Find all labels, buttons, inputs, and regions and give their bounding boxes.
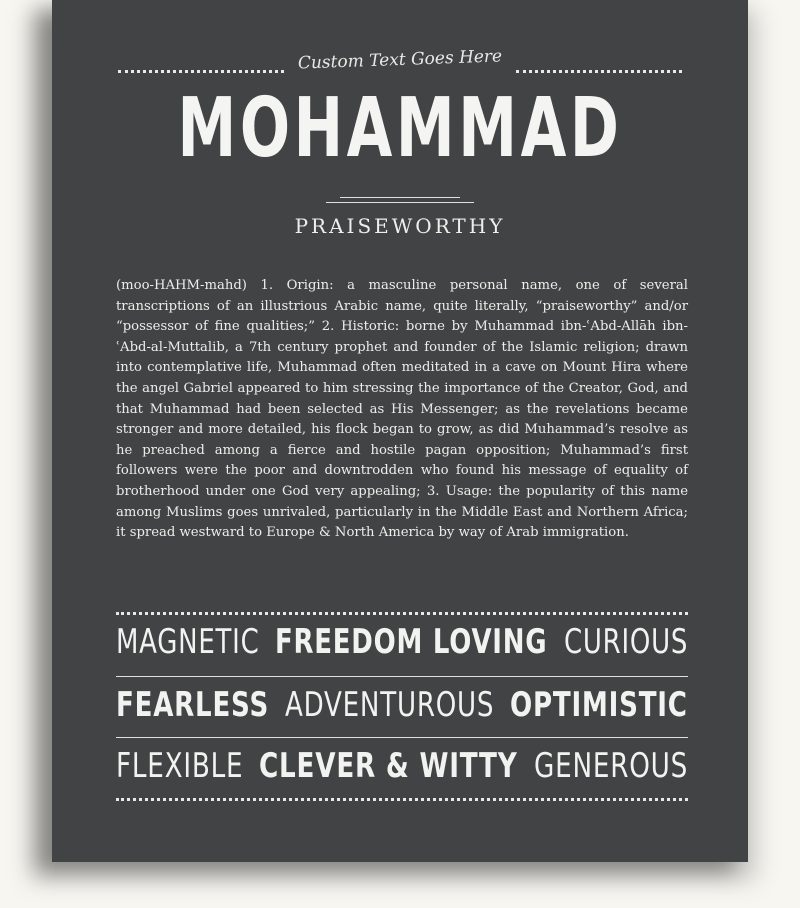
custom-text-caption: Custom Text Goes Here [297,46,503,74]
traits-row-separator-2 [116,737,688,738]
trait-adventurous: ADVENTUROUS [285,685,495,725]
traits-row-2 [116,685,688,729]
trait-optimistic: OPTIMISTIC [510,685,688,725]
traits-row-separator-1 [116,676,688,677]
trait-curious: CURIOUS [563,622,688,662]
trait-flexible: FLEXIBLE [116,746,244,786]
name-definition: (moo-HAHM-mahd) 1. Origin: a masculine personal name, one of several transcriptions of an illustrious Arabic name, quite literally, “praiseworthy” and/or “possessor of fine qualities;” 2. Historic: borne by Muhammad ibn-ʿAbd-Allāh ibn-ʿAbd-al-Muttalib, a 7th century prophet and founder of the Islamic religion; drawn into contemplative life, Muhammad often meditated in a cave on Mount Hira where the angel Gabriel appeared to him stressing the importance of the Creator, God, and that Muhammad had been selected as His Messenger; as the revelations became stronger and more detailed, his flock began to grow, as did Muhammad’s resolve as he preached among a fierce and hostile pagan opposition; Muhammad’s first followers were the poor and downtrodden who found his message of equality of brotherhood under one God very appealing; 3. Usage: the popularity of this name among Muslims goes unrivaled, particularly in the Middle East and Northern Africa; it spread westward to Europe & North America by way of Arab immigration. [116,278,688,541]
title-rule-upper [340,197,460,198]
name-title: MOHAMMAD [177,81,623,176]
trait-fearless: FEARLESS [116,685,270,725]
traits-top-dotted-divider [116,612,688,615]
name-meaning: PRAISEWORTHY [294,214,506,238]
title-rule-lower [326,202,474,203]
trait-generous: GENEROUS [533,746,688,786]
trait-clever-witty: CLEVER & WITTY [259,746,518,786]
trait-magnetic: MAGNETIC [116,622,260,662]
top-right-dotted-divider [516,70,682,73]
traits-row-1 [116,622,688,666]
trait-freedom-loving: FREEDOM LOVING [275,622,548,662]
traits-bottom-dotted-divider [116,798,688,801]
name-poster [52,0,748,862]
traits-row-3 [116,746,688,790]
